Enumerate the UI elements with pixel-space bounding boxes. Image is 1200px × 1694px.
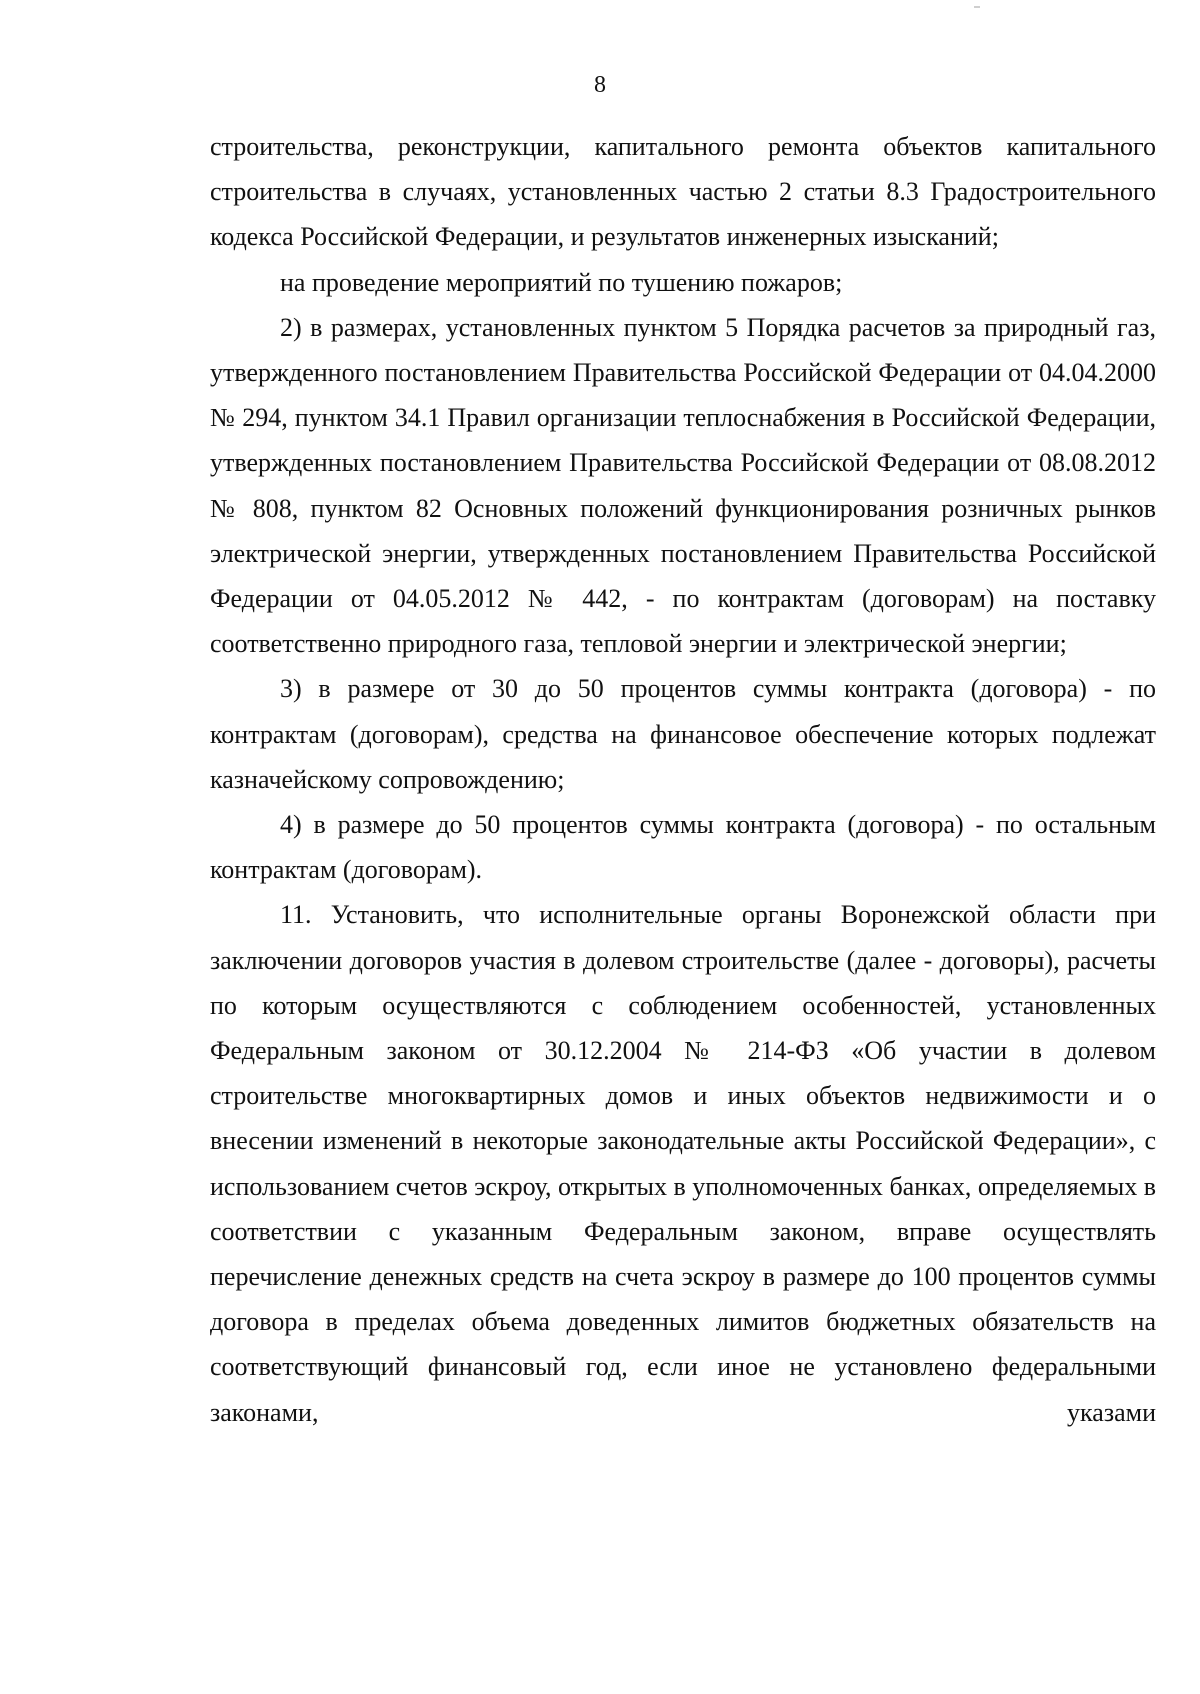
paragraph-item-4: 4) в размере до 50 процентов суммы контракта (договора) - по остальным контрактам (договорам).	[210, 810, 1156, 885]
document-body	[210, 124, 1156, 1435]
paragraph-item-2: 2) в размерах, установленных пунктом 5 Порядка расчетов за природный газ, утвержденного постановлением Правительства Российской Федерации от 04.04.2000 № 294, пунктом 34.1 Правил организации теплоснабжения в Российской Федерации, утвержденных постановлением Правительства Российской Федерации от 08.08.2012 № 808, пунктом 82 Основных положений функционирования розничных рынков электрической энергии, утвержденных постановлением Правительства Российской Федерации от 04.05.2012 № 442, - по контрактам (договорам) на поставку соответственно природного газа, тепловой энергии и электрической энергии;	[210, 312, 1156, 659]
paragraph-clause-11: 11. Установить, что исполнительные органы Воронежской области при заключении договоров участия в долевом строительстве (далее - договоры), расчеты по которым осуществляются с соблюдением особенностей, установленных Федеральным законом от 30.12.2004 № 214-ФЗ «Об участии в долевом строительстве многоквартирных домов и иных объектов недвижимости и о внесении изменений в некоторые законодательные акты Российской Федерации», с использованием счетов эскроу, открытых в уполномоченных банках, определяемых в соответствии с указанным Федеральным законом, вправе осуществлять перечисление денежных средств на счета эскроу в размере до 100 процентов суммы договора в пределах объема доведенных лимитов бюджетных обязательств на соответствующий финансовый год, если иное не установлено федеральными законами, указами	[210, 900, 1156, 1427]
page-number: 8	[594, 72, 606, 98]
scan-mark	[974, 6, 980, 8]
paragraph-fire-fighting: на проведение мероприятий по тушению пожаров;	[280, 267, 843, 297]
paragraph-continuation: строительства, реконструкции, капитального ремонта объектов капитального строительства в случаях, установленных частью 2 статьи 8.3 Градостроительного кодекса Российской Федерации, и результатов инженерных изысканий;	[210, 132, 1156, 252]
paragraph-item-3: 3) в размере от 30 до 50 процентов суммы контракта (договора) - по контрактам (договорам), средства на финансовое обеспечение которых подлежат казначейскому сопровождению;	[210, 674, 1156, 794]
